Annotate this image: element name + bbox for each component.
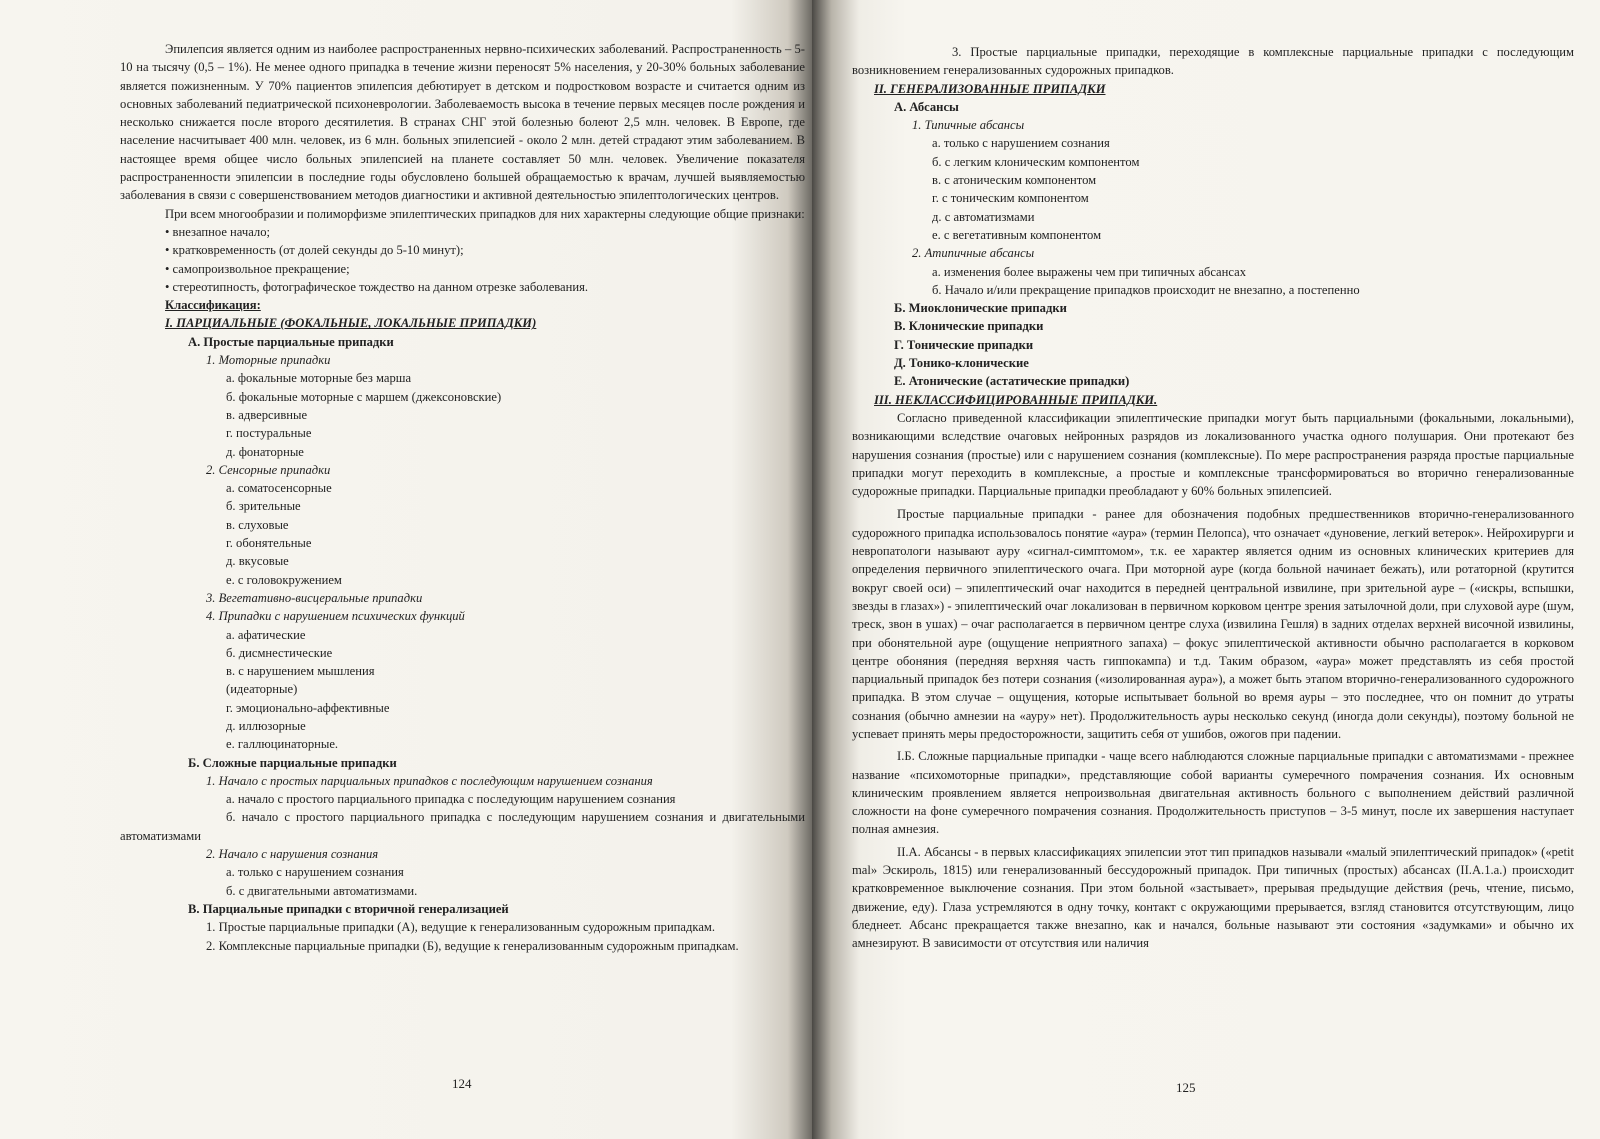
list-item: а. начало с простого парциального припадка с последующим нарушением сознания: [226, 792, 676, 807]
list-item: 2. Комплексные парциальные припадки (Б), ведущие к генерализованным судорожным припадкам.: [206, 938, 739, 953]
section-heading: I. ПАРЦИАЛЬНЫЕ (ФОКАЛЬНЫЕ, ЛОКАЛЬНЫЕ ПРИПАДКИ): [165, 316, 537, 331]
list-item: а. афатические: [226, 627, 306, 642]
subsection-heading: В. Клонические припадки: [894, 319, 1044, 334]
body-paragraph: Согласно приведенной классификации эпилептические припадки могут быть парциальными (фокальными, локальными), возникающими вследствие очаговых нейронных разрядов из локализованного участка одного полушария. Они протекают без нарушения сознания (простые) или с нарушением сознания (комплексные). По мере распространения разряда простые парциальные припадки могут переходить в комплексные, а простые и комплексные трансформироваться во вторично генерализованные судорожные припадки. Парциальные припадки преобладают у 60% больных эпилепсией.: [852, 410, 1574, 499]
list-item: а. соматосенсорные: [226, 481, 332, 496]
list-item: а. изменения более выражены чем при типичных абсансах: [932, 264, 1247, 279]
list-item: е. с головокружением: [226, 572, 342, 587]
list-item: г. с тоническим компонентом: [932, 191, 1089, 206]
list-item: в. адверсивные: [226, 407, 308, 422]
group-heading: 2. Сенсорные припадки: [206, 462, 331, 477]
subsection-heading: Е. Атонические (астатические припадки): [894, 374, 1130, 389]
section-heading: III. НЕКЛАССИФИЦИРОВАННЫЕ ПРИПАДКИ.: [874, 392, 1158, 407]
left-page-text: [120, 40, 805, 955]
subsection-heading: Г. Тонические припадки: [894, 337, 1034, 352]
intro-paragraph: При всем многообразии и полиморфизме эпилептических припадков для них характерны следующие общие признаки:: [165, 206, 805, 221]
subsection-heading: Б. Миоклонические припадки: [894, 301, 1067, 316]
list-item: в. с атоническим компонентом: [932, 173, 1097, 188]
list-item: б. с легким клоническим компонентом: [932, 154, 1140, 169]
list-item: г. постуральные: [226, 426, 312, 441]
bullet-item: • внезапное начало;: [165, 224, 270, 239]
subsection-heading: В. Парциальные припадки с вторичной генерализацией: [188, 901, 509, 916]
right-page: [812, 0, 1600, 1139]
classification-heading: Классификация:: [165, 298, 261, 313]
list-item: а. только с нарушением сознания: [932, 136, 1110, 151]
list-item: е. с вегетативным компонентом: [932, 227, 1102, 242]
body-paragraph: I.Б. Сложные парциальные припадки - чаще всего наблюдаются сложные парциальные припадки с автоматизмами - прежнее название «психомоторные припадки», представляющие собой варианты сумеречного помрачения сознания. Их основным клиническим проявлением является непроизвольная двигательная активность больного с выполнением действий различной сложности на фоне сумеречного помрачения сознания. Продолжительность приступов – 3-5 минут, после их завершения наступает полная амнезия.: [852, 749, 1574, 837]
list-item: б. фокальные моторные с маршем (джексоновские): [226, 389, 502, 404]
subsection-heading: А. Абсансы: [894, 99, 959, 114]
list-item: (идеаторные): [226, 682, 298, 697]
list-item: б. с двигательными автоматизмами.: [226, 883, 418, 898]
body-paragraph: II.А. Абсансы - в первых классификациях эпилепсии этот тип припадков называли «малый эпилептический припадок» («petit mal» Эскироль, 1815) или генерализованный бессудорожный припадок. При типичных (простых) абсансах (II.А.1.а.) происходит кратковременное выключение сознания. При этом больной «застывает», прерывая предыдущие действия (речь, чтение, письмо, движение, еду). Глаза устремляются в одну точку, контакт с окружающими прерывается, взгляд становится отсутствующим, лицо бледнеет. Абсанс прекращается также внезапно, как и начался, больные называют эти состояния «задумками» и обычно их амнезируют. В зависимости от отсутствия или наличия: [852, 844, 1574, 951]
list-item: в. с нарушением мышления: [226, 664, 375, 679]
list-item: а. фокальные моторные без марша: [226, 371, 412, 386]
list-item: б. дисмнестические: [226, 645, 333, 660]
list-item: е. галлюцинаторные.: [226, 737, 339, 752]
subsection-heading: Д. Тонико-клонические: [894, 356, 1029, 371]
list-item: д. фонаторные: [226, 444, 304, 459]
group-heading: 4. Припадки с нарушением психических функций: [206, 609, 465, 624]
list-item: б. Начало и/или прекращение припадков происходит не внезапно, а постепенно: [932, 282, 1360, 297]
intro-paragraph: Эпилепсия является одним из наиболее распространенных нервно-психических заболеваний. Распространенность – 5-10 на тысячу (0,5 – 1%). Не менее одного припадка в течение жизни переносят 5% населения, у 20-30% больных заболевание является пожизненным. У 70% пациентов эпилепсия дебютирует в детском и подростковом возрасте и считается одним из основных заболеваний педиатрической психоневрологии. Заболеваемость высока в течение первых месяцев после рождения и несколько снижается после второго десятилетия. В странах СНГ этой болезнью болеют 2,5 млн. человек. В Европе, где население насчитывает 400 млн. человек, из 6 млн. больных эпилепсией - около 2 млн. детей страдают этим заболеванием. В настоящее время общее число больных эпилепсией на планете составляет 50 млн. человек. Увеличение показателя распространенности эпилепсии в последние годы обусловлено большей обращаемостью к врачам, лучшей выявляемостью заболевания в связи с совершенствованием методов диагностики и активной деятельностью эпилептологических центров.: [120, 42, 805, 203]
body-paragraph: Простые парциальные припадки - ранее для обозначения подобных предшественников вторично-генерализованного судорожного припадка использовалось понятие «аура» (термин Пелопса), что означает «дуновение, легкий ветерок». Нейрохирурги и невропатологи называют ауру «сигнал-симптомом», т.к. ее характер является одним из основных клинических критериев для определения первичного эпилептического очага. При моторной ауре (когда больной начинает бежать), или ротаторной (крутится вокруг своей оси) – эпилептический очаг находится в передней центральной извилине, при зрительной ауре – («искры, вспышки, звезды в глазах») - эпилептический очаг локализован в первичном корковом центре зрения затылочной доли, при слуховой ауре (шум, треск, звон в ушах) – очаг располагается в первичном центре слуха (извилина Гешля) в задних отделах верхней височной извилины, при обонятельной ауре (ощущение неприятного запаха) – фокус эпилептической активности обычно располагается в корковом центре обоняния (передняя верхняя часть гиппокампа) и т.д. Таким образом, «аура» может представлять из себя простой парциальный припадок без потери сознания («изолированная аура»), а может быть этапом вторично-генерализованного судорожного припадка. В этом случае – ощущения, которые испытывает больной во время ауры – это последнее, что он помнит до утраты сознания (обычно амнезии на «ауру» нет). Продолжительность ауры несколько секунд (иногда доли секунды), поэтому больной не успевает принять меры предосторожности, защитить себя от ушибов, ожогов при падении.: [852, 507, 1574, 741]
group-heading: 2. Атипичные абсансы: [912, 246, 1035, 261]
list-item: г. эмоционально-аффективные: [226, 700, 390, 715]
group-heading: 2. Начало с нарушения сознания: [206, 847, 379, 862]
list-item: 1. Простые парциальные припадки (А), ведущие к генерализованным судорожным припадкам.: [206, 920, 716, 935]
subsection-heading: А. Простые парциальные припадки: [188, 334, 394, 349]
bullet-item: • стереотипность, фотографическое тождество на данном отрезке заболевания.: [165, 279, 589, 294]
list-item: д. с автоматизмами: [932, 209, 1035, 224]
group-heading: 3. Вегетативно-висцеральные припадки: [206, 590, 423, 605]
list-item: а. только с нарушением сознания: [226, 865, 404, 880]
page-number: 124: [452, 1076, 472, 1091]
list-item: 3. Простые парциальные припадки, переходящие в комплексные парциальные припадки с последующим возникновением генерализованных судорожных припадков.: [852, 45, 1574, 78]
group-heading: 1. Начало с простых парциальных припадков с последующим нарушением сознания: [206, 773, 653, 788]
list-item: д. вкусовые: [226, 554, 289, 569]
list-item: г. обонятельные: [226, 536, 312, 551]
subsection-heading: Б. Сложные парциальные припадки: [188, 755, 397, 770]
bullet-item: • кратковременность (от долей секунды до 5-10 минут);: [165, 243, 464, 258]
group-heading: 1. Моторные припадки: [206, 353, 331, 368]
list-item: б. начало с простого парциального припадка с последующим нарушением сознания и двигательными автоматизмами: [120, 810, 805, 843]
section-heading: II. ГЕНЕРАЛИЗОВАННЫЕ ПРИПАДКИ: [874, 81, 1106, 96]
group-heading: 1. Типичные абсансы: [912, 118, 1025, 133]
right-page-text: [852, 43, 1574, 953]
bullet-item: • самопроизвольное прекращение;: [165, 261, 350, 276]
list-item: в. слуховые: [226, 517, 289, 532]
list-item: б. зрительные: [226, 499, 301, 514]
list-item: д. иллюзорные: [226, 718, 306, 733]
page-number: 125: [1176, 1080, 1196, 1095]
